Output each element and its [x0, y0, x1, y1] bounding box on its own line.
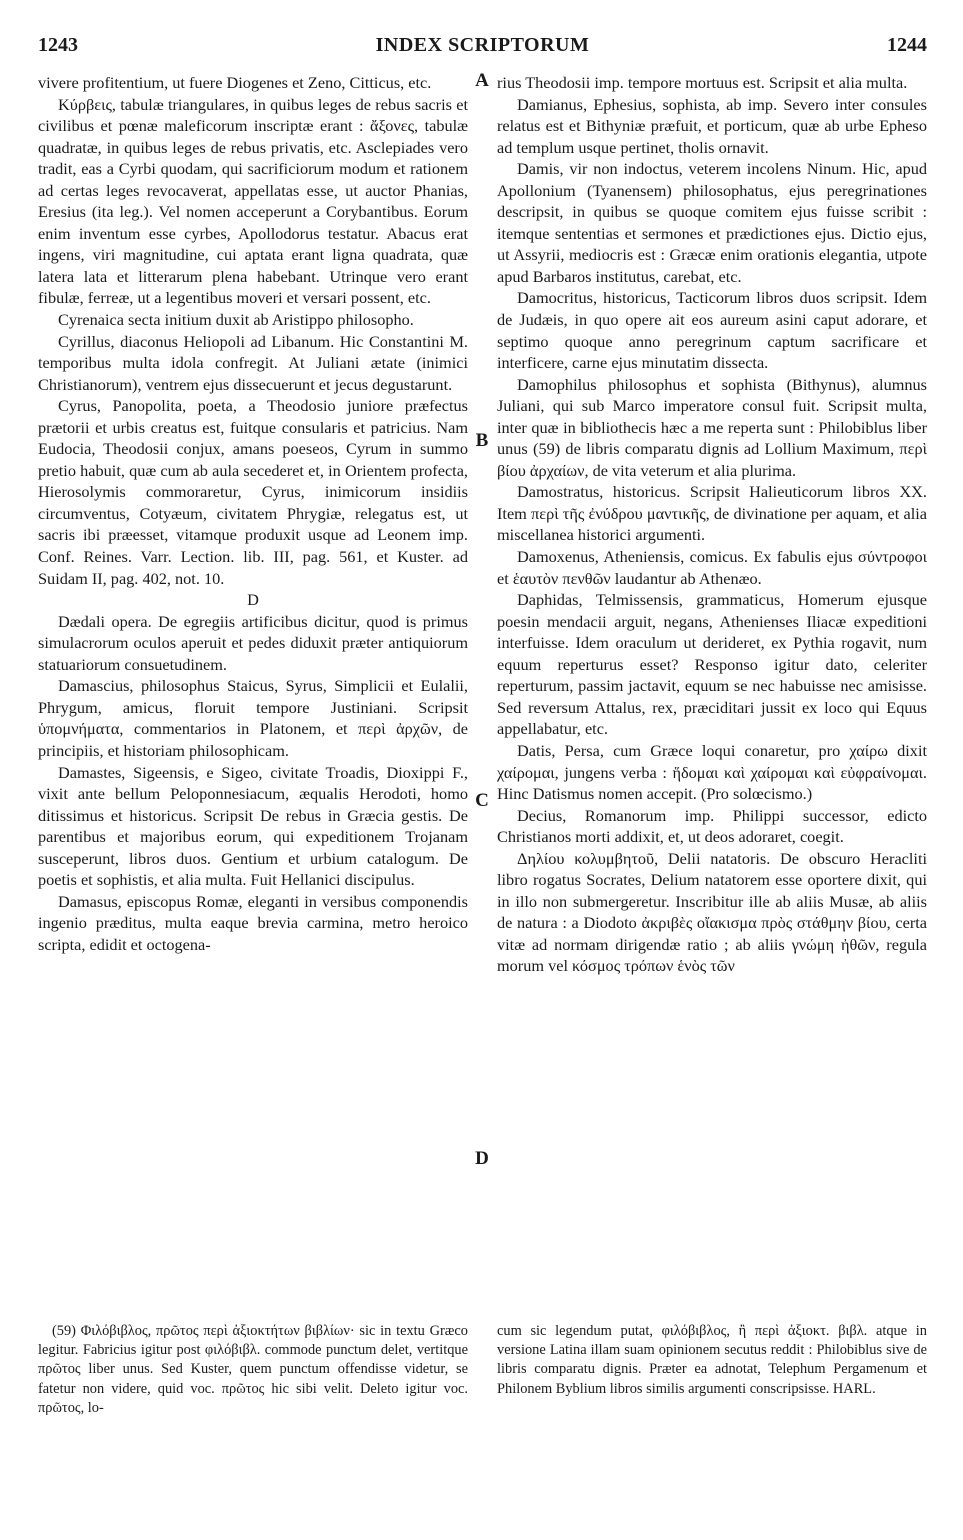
entry-paragraph: Cyrillus, diaconus Heliopoli ad Libanum. Hic Constantini M. temporibus multa idola confregit. At Juliani ætate (inimici Christianorum), ventrem ejus dissecuerunt et jecus degustarunt. — [38, 331, 468, 394]
entry-paragraph: vivere profitentium, ut fuere Diogenes et Zeno, Citticus, etc. — [38, 73, 432, 92]
right-column — [497, 72, 927, 977]
footnote-text: cum sic legendum putat, φιλόβιβλος, ἢ περὶ ἀξιοκτ. βιβλ. atque in versione Latina illam suam opinionem secutus reddit : Philobiblus sive de libris comparatu dignis. Præter ea adnotat, Telephum Pergamenum et Philonem Byblium libros similis argumenti conscripsisse. HARL. — [497, 1323, 927, 1397]
section-letter-heading: D — [247, 590, 259, 610]
margin-marker-c: C — [475, 790, 489, 811]
footnote-left — [38, 1322, 468, 1418]
entry-paragraph: Damastes, Sigeensis, e Sigeo, civitate Troadis, Dioxippi F., vixit ante bellum Peloponnesiacum, æqualis Herodoti, homo ditissimus et historicus. Scripsit De rebus in Græcia gestis. De parentibus et majoribus eorum, qui expeditionem Trojanam susceperunt, libros duos. Gentium et urbium catalogum. De poetis et sophistis, et alia multa. Fuit Hellanici discipulus. — [38, 762, 468, 890]
margin-marker-b: B — [475, 430, 489, 451]
entry-paragraph: Damis, vir non indoctus, veterem incolens Ninum. Hic, apud Apollonium (Tyanensem) philosophatus, ejus peregrinationes descripsit, in quibus se quoque comitem ejus fuisse scribit : itemque sententias et sermones et prædictiones ejus. Dictio ejus, ut Assyrii, mediocris est : Græcæ enim orationis elegantia, utpote apud Barbaros institutus, carebat, etc. — [497, 159, 927, 286]
page-number-left: 1243 — [38, 34, 78, 56]
left-column — [38, 72, 468, 955]
entry-paragraph: Κύρβεις, tabulæ triangulares, in quibus leges de rebus sacris et civilibus et pœnæ maleficorum inscriptæ erant : ἄξονες, tabulæ quadratæ, in quibus leges de rebus privatis, etc. Asclepiades vero tradit, eas a Cyrbi quodam, qui sacrificiorum modum et rationem ad certas leges revocaverat, appellatas esse, ut auctor Phanias, Eresius (ita leg.). Vel nomen acceperunt a Corybantibus. Eorum enim inventum esse cyrbes, Apollodorus testatur. Abacus erat ingens, viri magnitudine, cui aptata erant ligna quadrata, quæ latera lata et litterarum plena habebant. Utrinque vero erant fibulæ, ferreæ, ut a legentibus moveri et versari possent, etc. — [38, 94, 468, 308]
page-title: INDEX SCRIPTORUM — [375, 34, 590, 56]
entry-paragraph: Δηλίου κολυμβητοῦ, Delii natatoris. De obscuro Heracliti libro rogatus Socrates, Delium natatorem esse oportere dixit, qui in illo non submergeretur. Inscribitur ille ab aliis Musæ, ab aliis de natura : a Diodoto ἀκριβὲς οἴακισμα πρὸς στάθμην βίου, certa vitæ ad normam dirigendæ ratio ; ab aliis γνώμη ἠθῶν, regula morum vel κόσμος τρόπων ἑνὸς τῶν — [497, 848, 927, 976]
entry-paragraph: Datis, Persa, cum Græce loqui conaretur, pro χαίρω dixit χαίρομαι, jungens verba : ἥδομαι καὶ χαίρομαι καὶ εὐφραίνομαι. Hinc Datismus nomen accepit. (Pro solœcismo.) — [497, 740, 927, 804]
entry-paragraph: Cyrus, Panopolita, poeta, a Theodosio juniore præfectus prætorii et urbis creatus est, fuitque consularis et patricius. Nam Eudocia, Theodosii conjux, amans poeseos, Cyrum in summo pretio habuit, quæ cum ab aula secederet et, in Orientem profecta, Hierosolymis commoraretur, Cyrus, inimicorum insidiis circumventus, Cotyæum, civitatem Phrygiæ, relegatus est, ut sacris ibi præesset, vitamque produxit usque ad Leonem imp. Conf. Reines. Varr. Lection. lib. III, pag. 561, et Kuster. ad Suidam II, pag. 402, not. 10. — [38, 396, 468, 588]
entry-paragraph: Damostratus, historicus. Scripsit Halieuticorum libros XX. Item περὶ τῆς ἐνύδρου μαντικῆς, de divinatione per aquam, et alia miscellanea historici argumenti. — [497, 482, 927, 545]
entry-paragraph: rius Theodosii imp. tempore mortuus est. Scripsit et alia multa. — [497, 73, 908, 92]
margin-marker-a: A — [475, 70, 489, 91]
entry-paragraph: Damasus, episcopus Romæ, eleganti in versibus componendis ingenio præditus, multa eaque brevia carmina, metro heroico scripta, edidit et octogena- — [38, 891, 468, 954]
footnote-text: (59) Φιλόβιβλος, πρῶτος περὶ ἀξιοκτήτων βιβλίων· sic in textu Græco legitur. Fabricius igitur post φιλόβιβλ. commode punctum delet, vertitque πρῶτος liber unus. Sed Kuster, quem punctum offendisse videtur, se fatetur non videre, quid voc. πρῶτος hic sibi velit. Deleto igitur voc. πρῶτος, lo- — [38, 1323, 468, 1416]
entry-paragraph: Damianus, Ephesius, sophista, ab imp. Severo inter consules relatus est et Bithyniæ præfuit, et porticum, quæ ab urbe Epheso ad templum usque pertinet, tholis ornavit. — [497, 94, 927, 157]
entry-paragraph: Decius, Romanorum imp. Philippi successor, edicto Christianos morti addixit, et, ut deos adoraret, coegit. — [497, 805, 927, 847]
entry-paragraph: Cyrenaica secta initium duxit ab Aristippo philosopho. — [58, 310, 414, 330]
entry-paragraph: Dædali opera. De egregiis artificibus dicitur, quod is primus simulacrorum oculos aperuit et pedes diduxit præter antiquiorum statuariorum consuetudinem. — [38, 611, 468, 674]
entry-paragraph: Daphidas, Telmissensis, grammaticus, Homerum ejusque poesin mendacii arguit, negans, Athenienses Iliacæ expeditioni interfuisse. Idem oraculum ut derideret, ex Pythia rogavit, num equum reperturus esset? Responso igitur dato, celeriter reperturum, passim jactavit, equum se nec habuisse nec amisisse. Sed reversum Attalus, rex, præciditari jussit ex loco qui Equus appellabatur, etc. — [497, 590, 927, 739]
entry-paragraph: Damophilus philosophus et sophista (Bithynus), alumnus Juliani, qui sub Marco imperatore consul fuit. Scripsit multa, inter quæ in bibliothecis hæc a me reperta sunt : Philobiblus liber unus (59) de libris comparatu dignis ad Lollium Maximum, περὶ βίου ἀρχαίων, de vita veterum et alia plurima. — [497, 374, 927, 480]
margin-marker-d: D — [475, 1148, 489, 1169]
entry-paragraph: Damocritus, historicus, Tacticorum libros duos scripsit. Idem de Judæis, in quo opere ait eos aureum asini caput adorare, et septimo quoque anno peregrinum captum sacrificare et interficere, carne ejus minutatim dissecta. — [497, 288, 927, 373]
footnote-right — [497, 1322, 927, 1399]
page-number-right: 1244 — [887, 34, 927, 56]
entry-paragraph: Damoxenus, Atheniensis, comicus. Ex fabulis ejus σύντροφοι et ἑαυτὸν πενθῶν laudantur ab Athenæo. — [497, 547, 927, 588]
running-header — [38, 34, 927, 60]
entry-paragraph: Damascius, philosophus Staicus, Syrus, Simplicii et Eulalii, Phrygum, amicus, floruit tempore Justiniani. Scripsit ὑπομνήματα, commentarios in Platonem, et περὶ ἀρχῶν, de principiis, et historiam philosophicam. — [38, 676, 468, 760]
